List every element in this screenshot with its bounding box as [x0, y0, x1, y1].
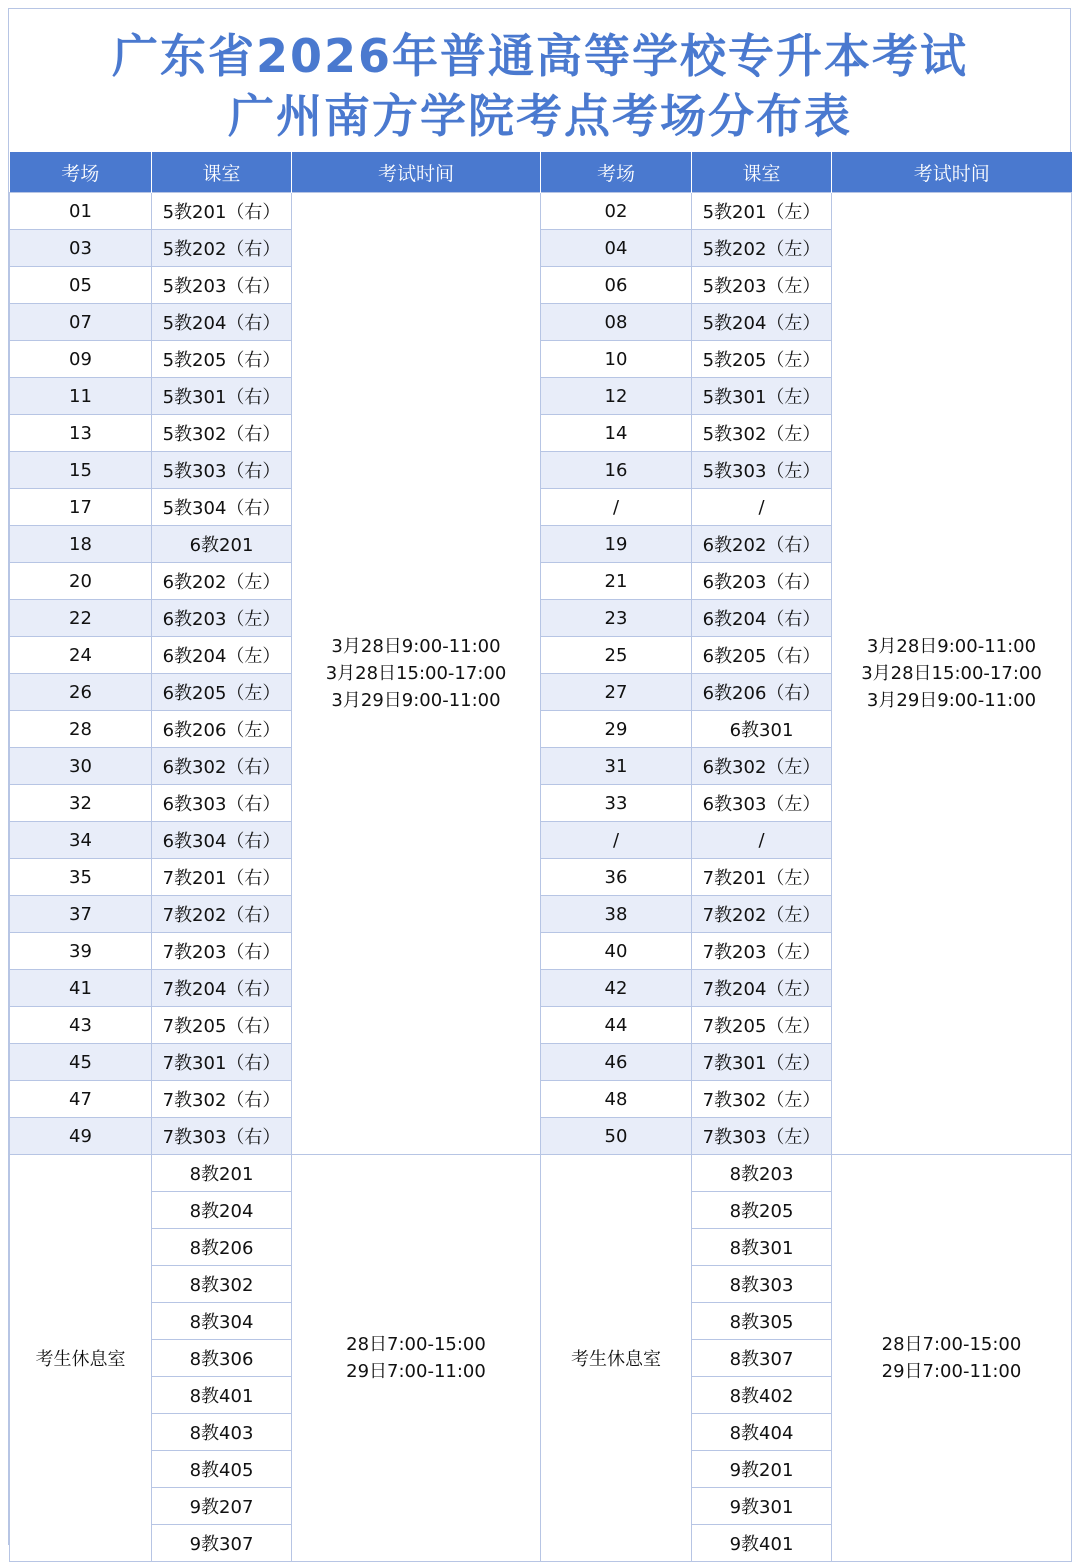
rest-room: 8教205 [692, 1192, 832, 1229]
exam-room-number: 06 [541, 267, 692, 304]
exam-room-number: 29 [541, 711, 692, 748]
time-slot: 3月29日9:00-11:00 [866, 690, 1037, 711]
exam-room-number: 08 [541, 304, 692, 341]
exam-room-number: 40 [541, 933, 692, 970]
exam-room-number: / [541, 489, 692, 526]
classroom: 5教304（右） [152, 489, 292, 526]
classroom: 7教204（右） [152, 970, 292, 1007]
classroom: 7教201（左） [692, 859, 832, 896]
exam-room-number: 33 [541, 785, 692, 822]
classroom: 5教204（左） [692, 304, 832, 341]
time-slot: 3月28日9:00-11:00 [866, 636, 1037, 657]
classroom: 6教203（左） [152, 600, 292, 637]
time-slot: 3月28日9:00-11:00 [331, 636, 501, 657]
classroom: 6教302（右） [152, 748, 292, 785]
rest-room: 8教306 [152, 1340, 292, 1377]
exam-room-number: 18 [10, 526, 152, 563]
table-body [10, 193, 1072, 1562]
header-exam-time-left: 考试时间 [292, 152, 541, 193]
classroom: 5教202（左） [692, 230, 832, 267]
title-line-2: 广州南方学院考点考场分布表 [228, 89, 852, 143]
exam-room-number: 10 [541, 341, 692, 378]
header-classroom-right: 课室 [692, 152, 832, 193]
classroom: 5教205（左） [692, 341, 832, 378]
classroom: 6教205（左） [152, 674, 292, 711]
exam-room-number: 12 [541, 378, 692, 415]
time-slot: 29日7:00-11:00 [881, 1361, 1022, 1382]
classroom: 5教301（左） [692, 378, 832, 415]
exam-room-number: 19 [541, 526, 692, 563]
classroom: 7教301（左） [692, 1044, 832, 1081]
exam-room-number: 09 [10, 341, 152, 378]
rest-room: 9教207 [152, 1488, 292, 1525]
time-slot: 3月28日15:00-17:00 [325, 663, 507, 684]
exam-room-number: 11 [10, 378, 152, 415]
classroom: 5教204（右） [152, 304, 292, 341]
classroom: 7教301（右） [152, 1044, 292, 1081]
rest-time-right [832, 1155, 1072, 1562]
rest-room-label-left: 考生休息室 [10, 1155, 152, 1562]
classroom: 6教202（左） [152, 563, 292, 600]
exam-room-number: 24 [10, 637, 152, 674]
rest-room: 8教204 [152, 1192, 292, 1229]
classroom: 5教203（右） [152, 267, 292, 304]
exam-room-number: / [541, 822, 692, 859]
rest-room: 8教404 [692, 1414, 832, 1451]
time-slot: 28日7:00-15:00 [346, 1334, 486, 1355]
exam-room-number: 44 [541, 1007, 692, 1044]
exam-room-number: 20 [10, 563, 152, 600]
exam-room-number: 17 [10, 489, 152, 526]
exam-room-number: 30 [10, 748, 152, 785]
classroom: 5教301（右） [152, 378, 292, 415]
rest-time-left [292, 1155, 541, 1562]
rest-room: 8教304 [152, 1303, 292, 1340]
classroom: 7教303（左） [692, 1118, 832, 1155]
classroom: 7教201（右） [152, 859, 292, 896]
exam-room-number: 02 [541, 193, 692, 230]
rest-room: 9教301 [692, 1488, 832, 1525]
exam-room-number: 48 [541, 1081, 692, 1118]
header-exam-room-right: 考场 [541, 152, 692, 193]
exam-room-number: 03 [10, 230, 152, 267]
classroom: / [692, 822, 832, 859]
header-exam-room-left: 考场 [10, 152, 152, 193]
classroom: 7教205（右） [152, 1007, 292, 1044]
exam-room-number: 21 [541, 563, 692, 600]
classroom: 5教303（右） [152, 452, 292, 489]
rest-room: 8教405 [152, 1451, 292, 1488]
exam-room-number: 01 [10, 193, 152, 230]
time-slot: 29日7:00-11:00 [346, 1361, 486, 1382]
exam-room-number: 47 [10, 1081, 152, 1118]
classroom: 7教302（左） [692, 1081, 832, 1118]
classroom: 5教201（右） [152, 193, 292, 230]
classroom: 6教301 [692, 711, 832, 748]
exam-room-number: 25 [541, 637, 692, 674]
table-header-row [10, 152, 1072, 193]
table-row [10, 193, 1072, 230]
exam-room-number: 32 [10, 785, 152, 822]
exam-room-number: 41 [10, 970, 152, 1007]
exam-room-number: 42 [541, 970, 692, 1007]
time-slot: 3月28日15:00-17:00 [861, 663, 1042, 684]
classroom: 6教302（左） [692, 748, 832, 785]
rest-room: 8教307 [692, 1340, 832, 1377]
exam-room-number: 45 [10, 1044, 152, 1081]
exam-room-number: 49 [10, 1118, 152, 1155]
classroom: 5教205（右） [152, 341, 292, 378]
rest-room: 8教303 [692, 1266, 832, 1303]
classroom: 7教203（右） [152, 933, 292, 970]
exam-room-number: 50 [541, 1118, 692, 1155]
exam-room-number: 36 [541, 859, 692, 896]
exam-room-number: 14 [541, 415, 692, 452]
rest-room: 8教203 [692, 1155, 832, 1192]
classroom: 6教304（右） [152, 822, 292, 859]
classroom: 6教201 [152, 526, 292, 563]
title-line-1: 广东省2026年普通高等学校专升本考试 [111, 29, 969, 83]
rest-room: 8教305 [692, 1303, 832, 1340]
classroom: 7教204（左） [692, 970, 832, 1007]
classroom: 7教203（左） [692, 933, 832, 970]
exam-room-number: 22 [10, 600, 152, 637]
exam-room-number: 31 [541, 748, 692, 785]
classroom: 7教302（右） [152, 1081, 292, 1118]
classroom: 7教202（左） [692, 896, 832, 933]
exam-room-number: 28 [10, 711, 152, 748]
classroom: 6教205（右） [692, 637, 832, 674]
exam-room-number: 43 [10, 1007, 152, 1044]
classroom: 6教303（左） [692, 785, 832, 822]
exam-room-number: 13 [10, 415, 152, 452]
exam-room-number: 26 [10, 674, 152, 711]
classroom: 5教201（左） [692, 193, 832, 230]
classroom: 5教303（左） [692, 452, 832, 489]
classroom: / [692, 489, 832, 526]
rest-room: 9教401 [692, 1525, 832, 1562]
header-classroom-left: 课室 [152, 152, 292, 193]
exam-room-number: 37 [10, 896, 152, 933]
rest-room: 8教302 [152, 1266, 292, 1303]
classroom: 6教206（左） [152, 711, 292, 748]
classroom: 5教203（左） [692, 267, 832, 304]
exam-room-number: 04 [541, 230, 692, 267]
exam-room-number: 05 [10, 267, 152, 304]
rest-room-row [10, 1155, 1072, 1192]
classroom: 6教202（右） [692, 526, 832, 563]
exam-room-number: 07 [10, 304, 152, 341]
exam-time-left [292, 193, 541, 1155]
rest-room: 8教206 [152, 1229, 292, 1266]
classroom: 7教205（左） [692, 1007, 832, 1044]
rest-room: 8教403 [152, 1414, 292, 1451]
exam-room-number: 34 [10, 822, 152, 859]
exam-room-number: 23 [541, 600, 692, 637]
exam-room-number: 16 [541, 452, 692, 489]
classroom: 7教202（右） [152, 896, 292, 933]
exam-room-number: 35 [10, 859, 152, 896]
rest-room: 9教307 [152, 1525, 292, 1562]
classroom: 6教203（右） [692, 563, 832, 600]
classroom: 6教206（右） [692, 674, 832, 711]
exam-room-number: 15 [10, 452, 152, 489]
rest-room: 8教201 [152, 1155, 292, 1192]
time-slot: 28日7:00-15:00 [881, 1334, 1022, 1355]
rest-room: 8教401 [152, 1377, 292, 1414]
classroom: 6教204（右） [692, 600, 832, 637]
classroom: 6教204（左） [152, 637, 292, 674]
rest-room: 8教301 [692, 1229, 832, 1266]
exam-room-number: 39 [10, 933, 152, 970]
exam-room-number: 46 [541, 1044, 692, 1081]
rest-room: 8教402 [692, 1377, 832, 1414]
exam-room-number: 27 [541, 674, 692, 711]
classroom: 7教303（右） [152, 1118, 292, 1155]
time-slot: 3月29日9:00-11:00 [331, 690, 501, 711]
header-exam-time-right: 考试时间 [832, 152, 1072, 193]
classroom: 5教202（右） [152, 230, 292, 267]
exam-room-table [9, 152, 1072, 1562]
classroom: 6教303（右） [152, 785, 292, 822]
exam-room-number: 38 [541, 896, 692, 933]
exam-time-right [832, 193, 1072, 1155]
classroom: 5教302（右） [152, 415, 292, 452]
rest-room-label-right: 考生休息室 [541, 1155, 692, 1562]
classroom: 5教302（左） [692, 415, 832, 452]
rest-room: 9教201 [692, 1451, 832, 1488]
